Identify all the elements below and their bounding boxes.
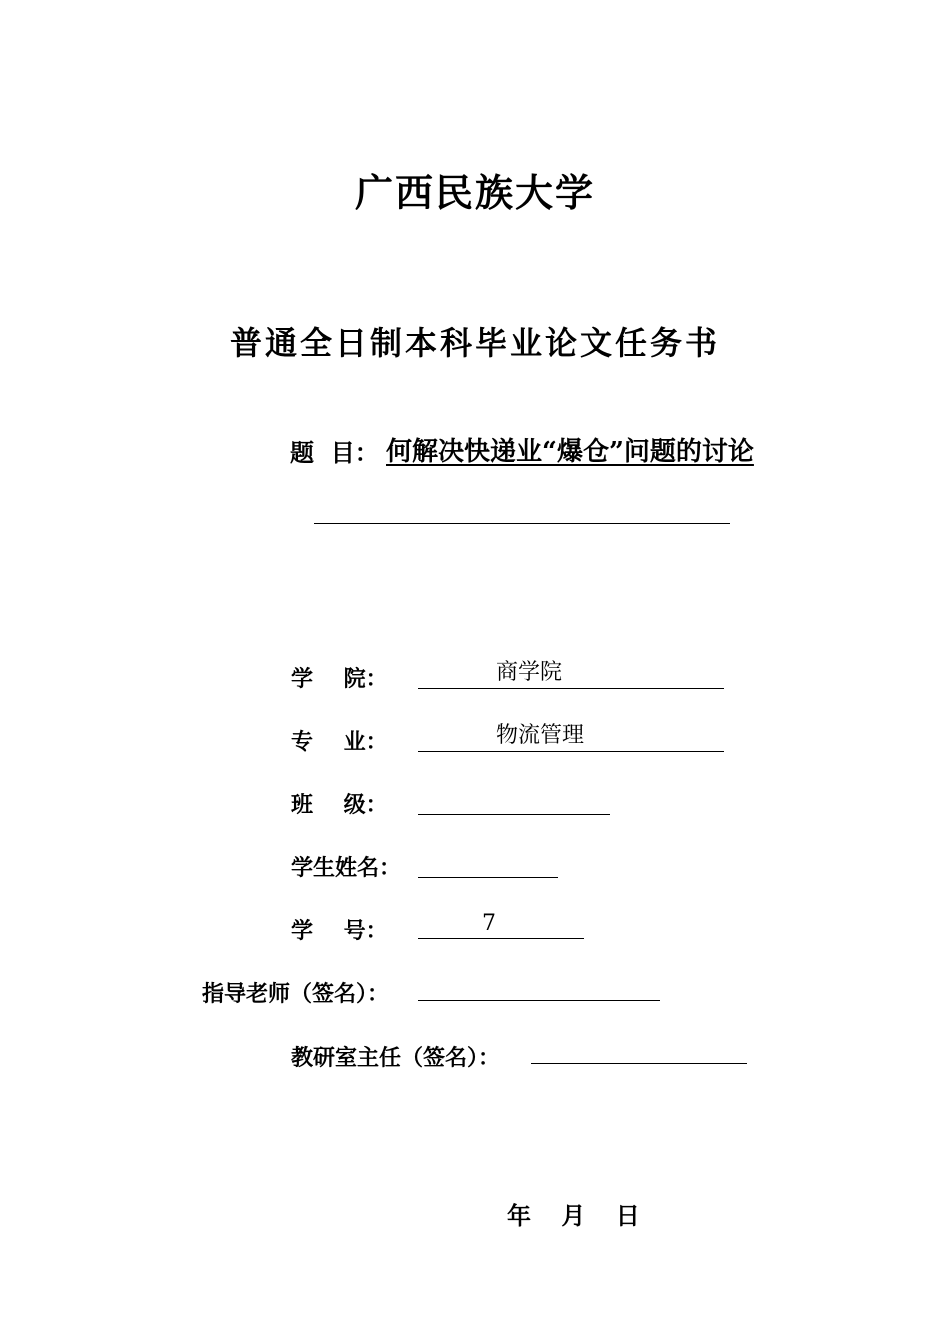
major-label: 专 业： [291,729,388,755]
class-field [418,784,610,815]
major-field [418,721,724,752]
topic-continuation-line [314,523,730,524]
topic-value: 何解决快递业“爆仓”问题的讨论 [386,437,754,467]
college-label: 学 院： [291,666,388,692]
date-year: 年 [507,1201,531,1230]
advisor-signature-field [418,970,660,1001]
topic-label: 题 目： [290,438,379,467]
date-row [507,1196,662,1231]
student-name-field [418,847,558,878]
major-value: 物流管理 [496,723,585,748]
student-id-field [418,908,584,939]
college-value: 商学院 [496,660,563,685]
student-name-label: 学生姓名： [291,855,402,881]
director-signature-field [531,1033,747,1064]
university-name: 广西民族大学 [354,170,595,215]
date-day: 日 [615,1201,640,1230]
document-title: 普通全日制本科毕业论文任务书 [229,324,720,362]
class-label: 班 级： [291,792,388,818]
student-id-value: 7 [482,911,496,936]
advisor-label: 指导老师（签名）： [202,981,390,1007]
college-field [418,658,724,689]
date-month: 月 [561,1201,586,1230]
student-id-label: 学 号： [291,918,388,944]
director-label: 教研室主任（签名）： [291,1045,501,1071]
